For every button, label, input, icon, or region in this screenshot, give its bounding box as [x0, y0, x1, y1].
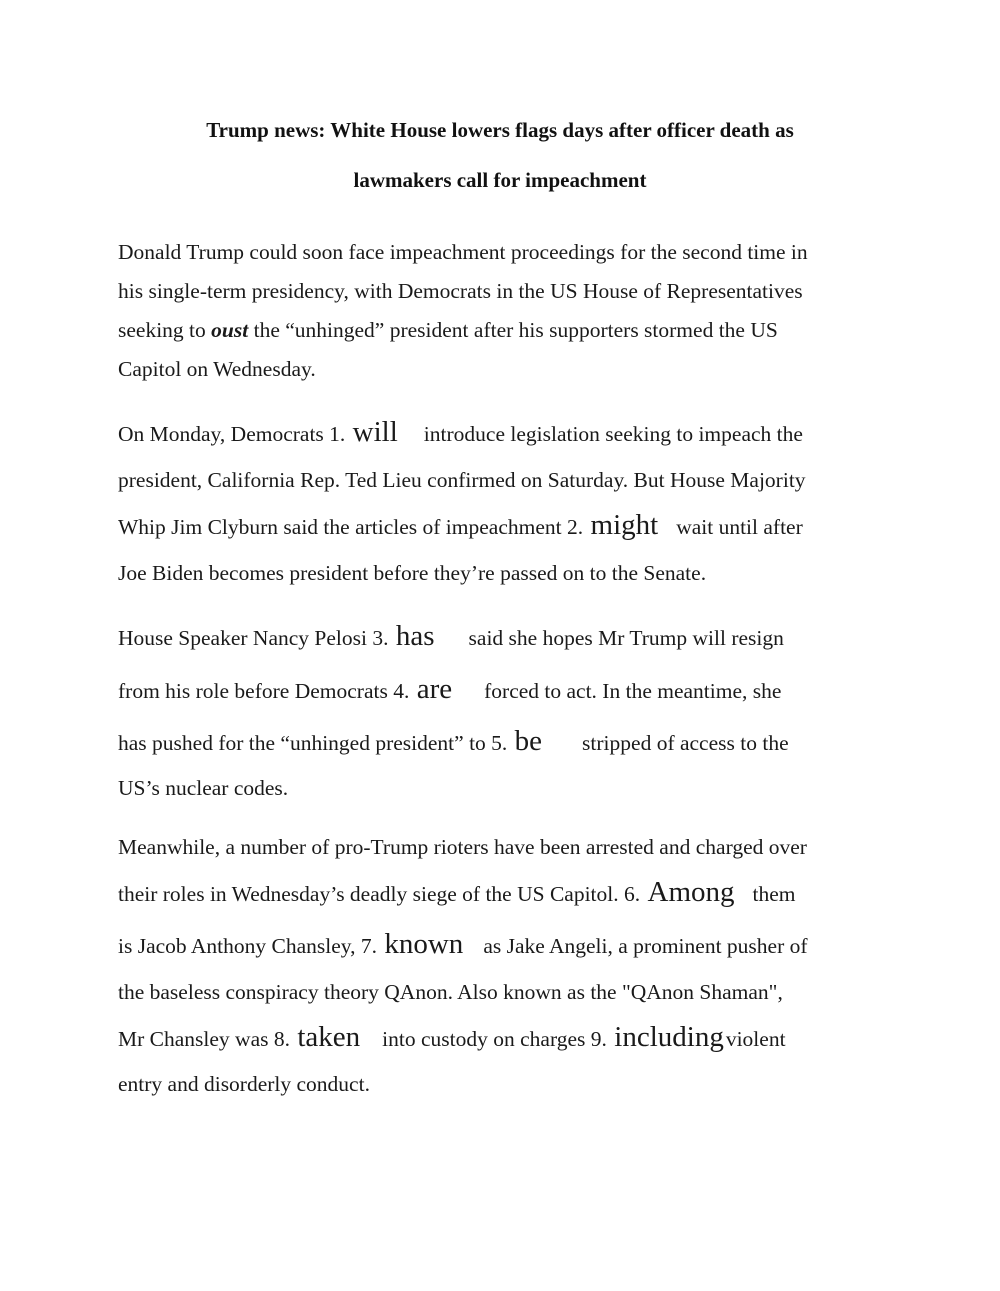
- para4-text: as Jake Angeli, a prominent pusher of: [483, 934, 808, 958]
- answer-2: might: [590, 509, 659, 541]
- article-title-line-1: Trump news: White House lowers flags days after officer death as: [206, 118, 794, 142]
- para2-text: Whip Jim Clyburn said the articles of impeachment 2.: [118, 515, 584, 539]
- para4-line: [118, 876, 796, 909]
- para3-text: from his role before Democrats 4.: [118, 679, 410, 703]
- answer-8: taken: [297, 1021, 361, 1053]
- para3-line: US’s nuclear codes.: [118, 776, 289, 800]
- para4-text: into custody on charges 9.: [382, 1027, 607, 1051]
- para3-text: has pushed for the “unhinged president” to 5.: [118, 731, 508, 755]
- emphasized-word: oust: [211, 318, 249, 342]
- para2-text: introduce legislation seeking to impeach the: [423, 422, 803, 446]
- answer-3: has: [395, 620, 435, 652]
- answer-5: be: [514, 725, 543, 757]
- para2-line: [118, 509, 803, 542]
- answer-4: are: [416, 673, 453, 705]
- para4-text: violent: [725, 1027, 786, 1051]
- para3-text: House Speaker Nancy Pelosi 3.: [118, 626, 389, 650]
- para2-line: president, California Rep. Ted Lieu confirmed on Saturday. But House Majority: [118, 468, 806, 492]
- para4-line: entry and disorderly conduct.: [118, 1072, 370, 1096]
- para4-line: [118, 1021, 786, 1054]
- article-title-line-2: lawmakers call for impeachment: [353, 168, 647, 192]
- para3-text: stripped of access to the: [582, 731, 789, 755]
- para3-line: [118, 673, 781, 706]
- para1-text: the “unhinged” president after his supporters stormed the US: [248, 318, 778, 342]
- para4-text: is Jacob Anthony Chansley, 7.: [118, 934, 377, 958]
- answer-6: Among: [647, 876, 735, 908]
- para3-text: said she hopes Mr Trump will resign: [468, 626, 784, 650]
- para4-line: the baseless conspiracy theory QAnon. Also known as the "QAnon Shaman",: [118, 980, 783, 1004]
- para2-line: Joe Biden becomes president before they’re passed on to the Senate.: [118, 561, 707, 585]
- para4-line: Meanwhile, a number of pro-Trump rioters have been arrested and charged over: [118, 835, 807, 859]
- para4-text: Mr Chansley was 8.: [118, 1027, 290, 1051]
- para1-line: Donald Trump could soon face impeachment proceedings for the second time in: [118, 240, 808, 264]
- answer-9: including: [614, 1021, 724, 1053]
- para3-line: [118, 620, 784, 653]
- para2-text: On Monday, Democrats 1.: [118, 422, 346, 446]
- para1-text: seeking to: [118, 318, 212, 342]
- para1-line: [118, 318, 778, 343]
- para1-line: his single-term presidency, with Democrats in the US House of Representatives: [118, 279, 803, 303]
- para2-text: wait until after: [676, 515, 803, 539]
- para3-line: [118, 725, 789, 758]
- answer-1: will: [352, 416, 398, 448]
- para4-line: [118, 928, 808, 961]
- answer-7: known: [384, 928, 464, 960]
- para1-line: Capitol on Wednesday.: [118, 357, 316, 381]
- para4-text: them: [752, 882, 796, 906]
- para3-text: forced to act. In the meantime, she: [484, 679, 782, 703]
- para4-text: their roles in Wednesday’s deadly siege of the US Capitol. 6.: [118, 882, 641, 906]
- para2-line: [118, 416, 803, 449]
